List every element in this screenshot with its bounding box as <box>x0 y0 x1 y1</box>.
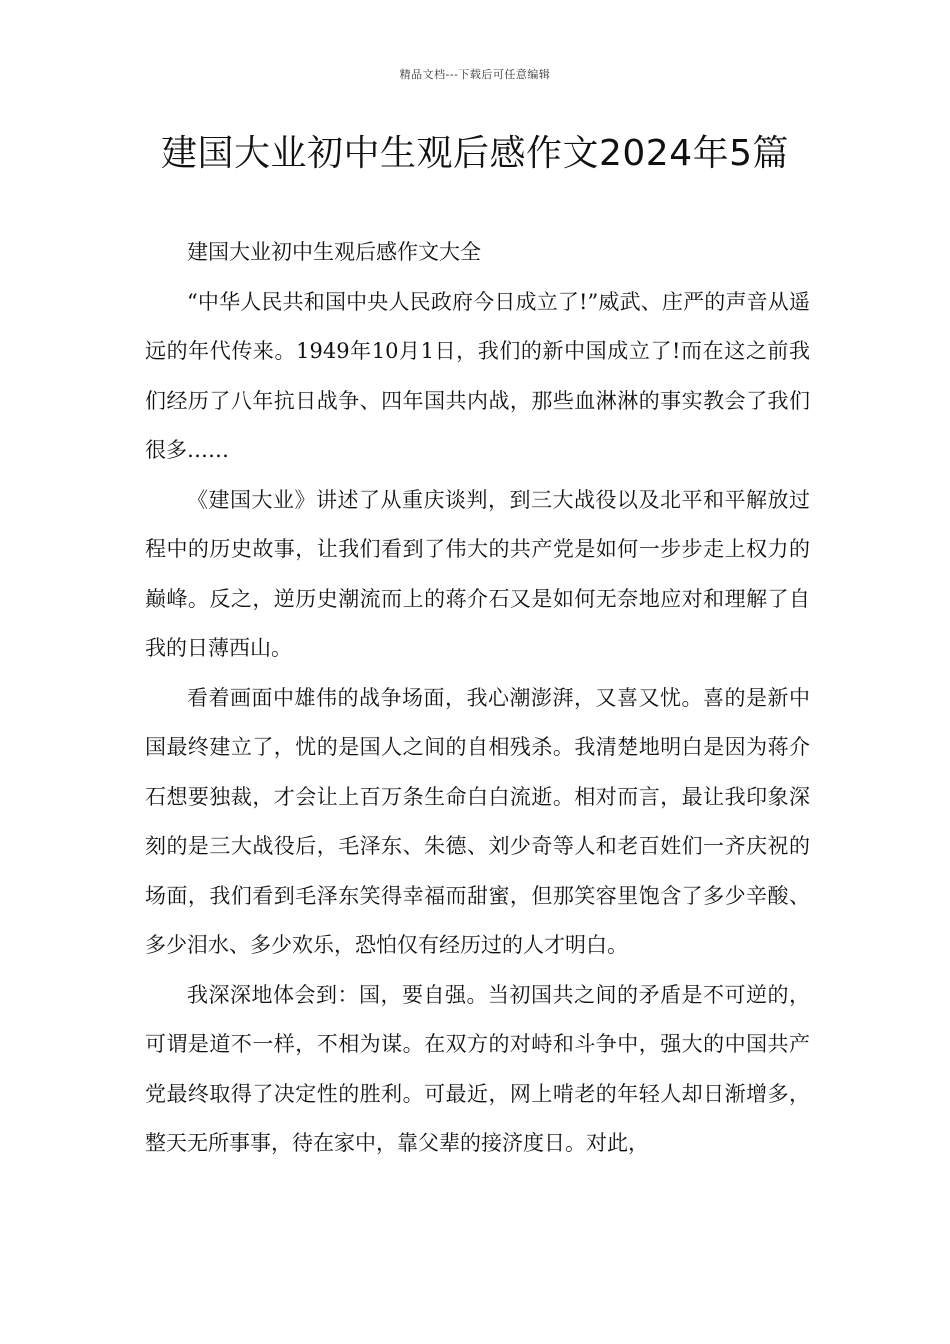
paragraph: 看着画面中雄伟的战争场面，我心潮澎湃，又喜又忧。喜的是新中国最终建立了，忧的是国人之间的自相残杀。我清楚地明白是因为蒋介石想要独裁，才会让上百万条生命白白流逝。相对而言，最让我印象深刻的是三大战役后，毛泽东、朱德、刘少奇等人和老百姓们一齐庆祝的场面，我们看到毛泽东笑得幸福而甜蜜，但那笑容里饱含了多少辛酸、多少泪水、多少欢乐，恐怕仅有经历过的人才明白。 <box>145 685 810 957</box>
paragraph-subtitle: 建国大业初中生观后感作文大全 <box>187 240 481 264</box>
paragraph: 我深深地体会到：国，要自强。当初国共之间的矛盾是不可逆的，可谓是道不一样，不相为谋。在双方的对峙和斗争中，强大的中国共产党最终取得了决定性的胜利。可最近，网上啃老的年轻人却日渐增多，整天无所事事，待在家中，靠父辈的接济度日。对此， <box>145 982 810 1155</box>
document-body <box>145 228 810 1169</box>
document-title: 建国大业初中生观后感作文2024年5篇 <box>160 133 790 174</box>
paragraph: 《建国大业》讲述了从重庆谈判，到三大战役以及北平和平解放过程中的历史故事，让我们看到了伟大的共产党是如何一步步走上权力的巅峰。反之，逆历史潮流而上的蒋介石又是如何无奈地应对和理解了自我的日薄西山。 <box>145 487 810 660</box>
paragraph: “中华人民共和国中央人民政府今日成立了!”威武、庄严的声音从遥远的年代传来。1949年10月1日，我们的新中国成立了!而在这之前我们经历了八年抗日战争、四年国共内战，那些血淋淋的事实教会了我们很多…… <box>145 289 810 462</box>
header-note: 精品文档---下载后可任意编辑 <box>399 68 551 81</box>
